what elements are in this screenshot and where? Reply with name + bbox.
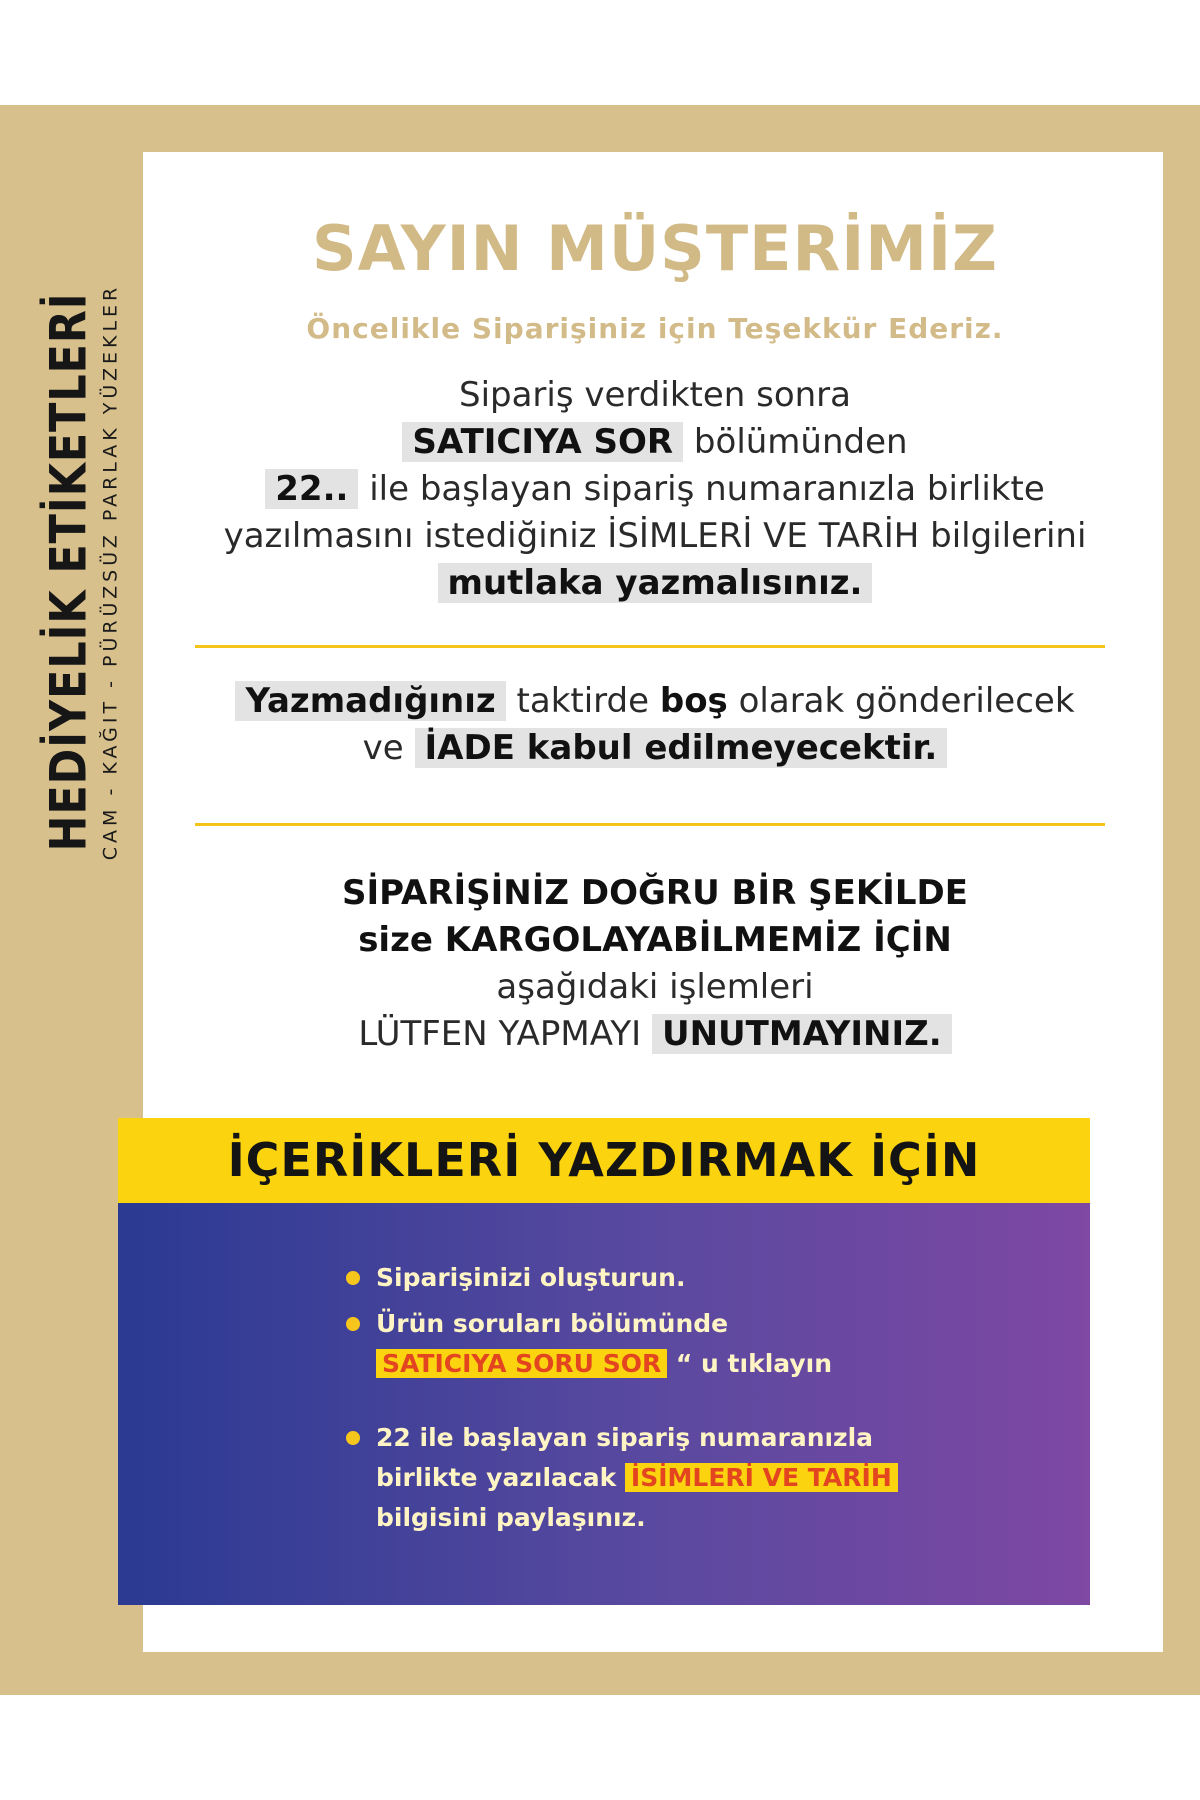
warning-line-1-rest: olarak gönderilecek [727,681,1075,721]
page-title: SAYIN MÜŞTERİMİZ [311,212,998,285]
highlight-no-return: İADE kabul edilmeyecektir. [415,728,948,768]
warning-empty-word: boş [659,681,728,721]
list-item [346,1418,1046,1538]
page-subtitle: Öncelikle Siparişiniz için Teşekkür Ederiz. [306,312,1004,345]
side-subtitle: CAM - KAĞIT - PÜRÜZSÜZ PARLAK YÜZEKLER [99,283,122,861]
step-2-line-2 [376,1344,1046,1384]
reminder-line-2: size KARGOLAYABİLMEMİZ İÇİN [358,919,952,960]
highlight-must-write: mutlaka yazmalısınız. [438,563,873,603]
side-title: HEDİYELİK ETİKETLERİ [39,292,98,852]
tag-names-and-date: İSİMLERİ VE TARİH [625,1463,898,1492]
instructions-header: İÇERİKLERİ YAZDIRMAK İÇİN [118,1118,1090,1203]
instructions-box [118,1118,1090,1605]
step-3-line-3: bilgisini paylaşınız. [376,1503,646,1532]
step-3-pre: birlikte yazılacak [376,1463,625,1492]
bullet-icon [346,1317,360,1331]
step-1-text: Siparişinizi oluşturun. [376,1263,686,1292]
step-3-line-2 [376,1458,1046,1498]
list-item [346,1258,1046,1298]
warning-line-2 [150,725,1160,772]
instructions-list [346,1258,1046,1544]
intro-line-5 [150,560,1160,607]
intro-paragraph [150,372,1160,607]
bullet-icon [346,1271,360,1285]
intro-line-3-rest: ile başlayan sipariş numaranızla birlikte [358,468,1045,509]
warning-line-1-pre: taktirde [505,681,660,721]
list-item [346,1304,1046,1384]
reminder-paragraph [150,870,1160,1058]
warning-line-2-pre: ve [362,727,415,768]
intro-line-2-rest: bölümünden [683,421,908,462]
intro-line-1: Sipariş verdikten sonra [458,375,851,415]
warning-line-1 [150,678,1160,725]
step-2-rest: “ u tıklayın [667,1349,833,1378]
intro-line-2 [150,419,1160,466]
divider [195,645,1105,648]
side-label [39,247,122,897]
intro-line-4: yazılmasını istediğiniz İSİMLERİ VE TARİH bilgilerini [223,515,1087,556]
reminder-line-1: SİPARİŞİNİZ DOĞRU BİR ŞEKİLDE [342,873,968,913]
highlight-saticiya-sor: SATICIYA SOR [402,422,683,462]
reminder-line-3: aşağıdaki işlemleri [496,966,814,1007]
intro-line-3 [150,466,1160,513]
step-2-line-1: Ürün soruları bölümünde [376,1309,729,1338]
highlight-if-not-written: Yazmadığınız [235,681,505,721]
tag-saticiya-soru-sor: SATICIYA SORU SOR [376,1349,667,1378]
reminder-line-4 [150,1011,1160,1058]
divider [195,823,1105,826]
highlight-dont-forget: UNUTMAYINIZ. [652,1014,952,1054]
bullet-icon [346,1431,360,1445]
step-3-line-1: 22 ile başlayan sipariş numaranızla [376,1423,874,1452]
warning-paragraph [150,678,1160,772]
reminder-line-4-pre: LÜTFEN YAPMAYI [358,1013,652,1054]
highlight-order-prefix: 22.. [265,469,358,509]
